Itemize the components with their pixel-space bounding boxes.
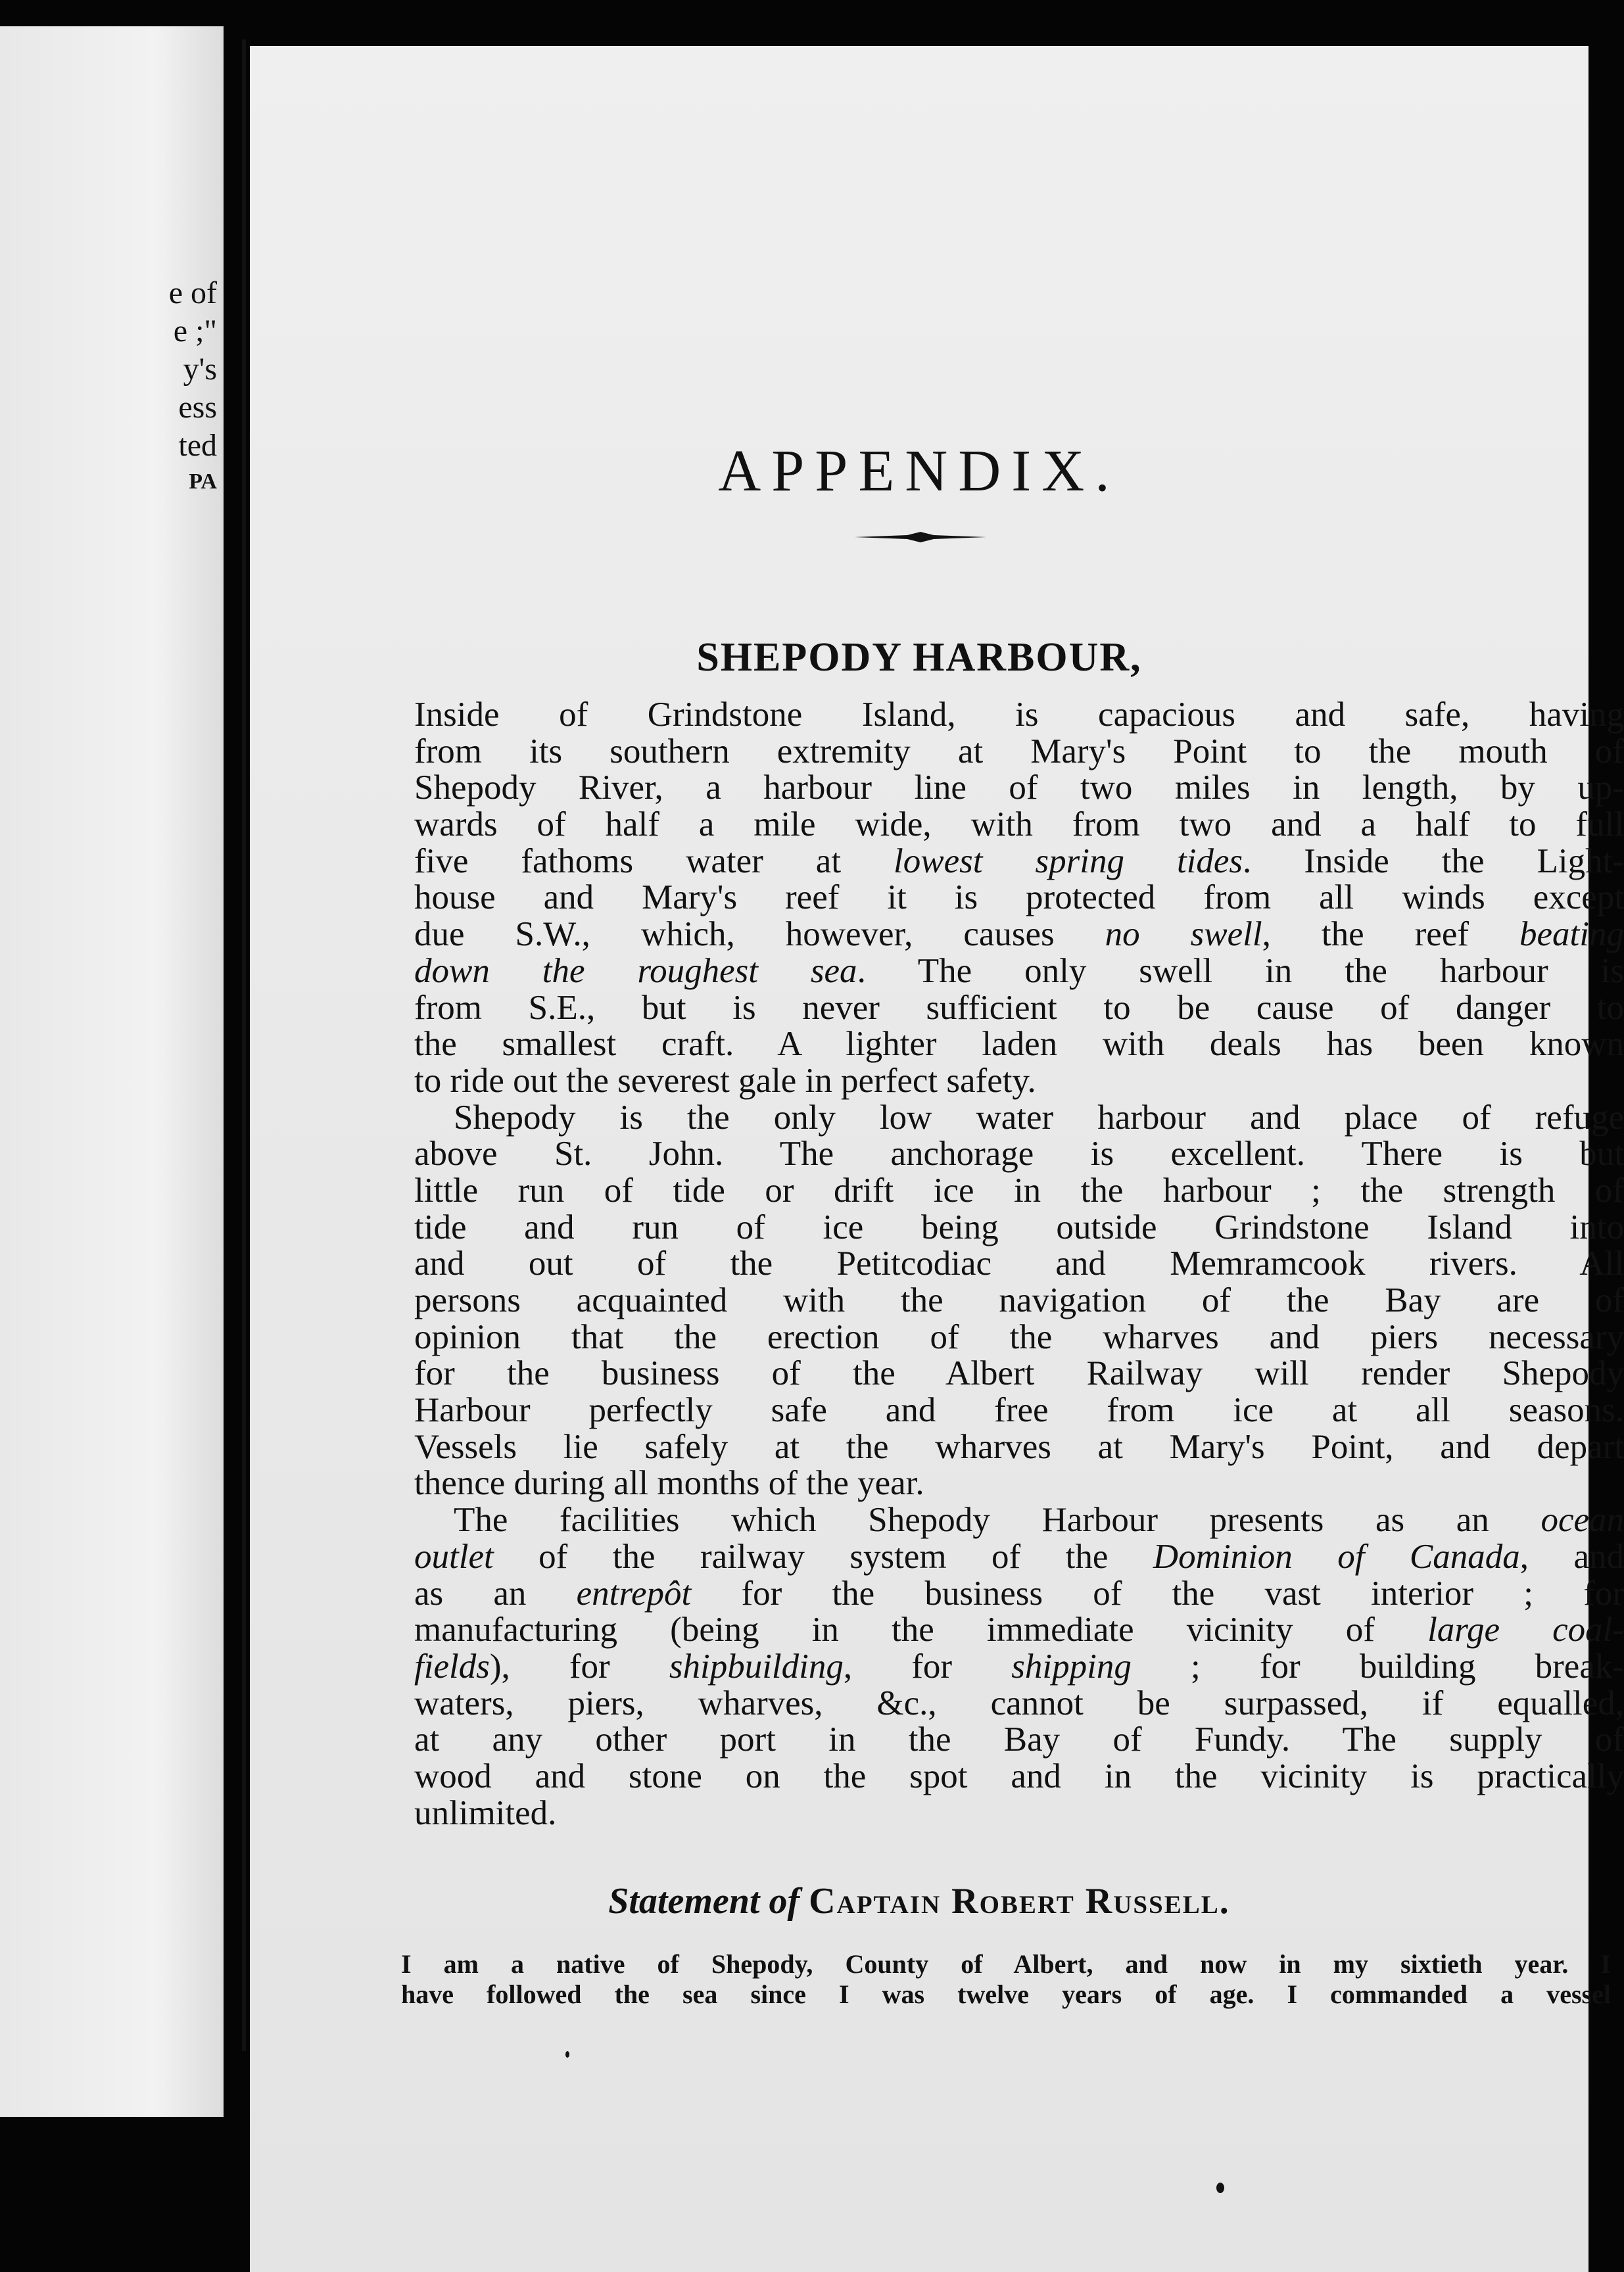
body-line: from S.E., but is never sufficient to be cause of danger to bbox=[414, 988, 1624, 1027]
ornamental-rule bbox=[855, 529, 986, 545]
body-line: unlimited. bbox=[414, 1793, 557, 1832]
body-line: for the business of the Albert Railway will render Shepody bbox=[414, 1354, 1624, 1393]
body-line: house and Mary's reef it is protected from all winds except bbox=[414, 878, 1624, 917]
body-line: due S.W., which, however, causes no swell, the reef beating bbox=[414, 915, 1624, 954]
statement-title bbox=[250, 1880, 1588, 1922]
statement-text bbox=[401, 1949, 1611, 2010]
left-page-fragment: ess bbox=[178, 390, 217, 425]
page bbox=[250, 46, 1624, 2272]
body-line: opinion that the erection of the wharves and piers necessary bbox=[414, 1317, 1624, 1356]
gutter-line bbox=[242, 39, 246, 2051]
body-line: persons acquainted with the navigation of the Bay are of bbox=[414, 1281, 1624, 1319]
body-line: thence during all months of the year. bbox=[414, 1464, 924, 1503]
body-line: Harbour perfectly safe and free from ice at all seasons. bbox=[414, 1391, 1624, 1430]
body-line: Shepody River, a harbour line of two miles in length, by up- bbox=[414, 769, 1624, 807]
body-line: and out of the Petitcodiac and Memramcook rivers. All bbox=[414, 1244, 1624, 1283]
body-line: manufacturing (being in the immediate vicinity of large coal- bbox=[414, 1611, 1624, 1649]
left-page-fragment: y's bbox=[183, 352, 217, 387]
body-line: from its southern extremity at Mary's Point to the mouth of bbox=[414, 732, 1624, 770]
print-speck bbox=[565, 2051, 569, 2058]
left-page-fragment: e of bbox=[168, 275, 217, 310]
body-line: Inside of Grindstone Island, is capacious and safe, having bbox=[414, 696, 1624, 734]
body-line: fields), for shipbuilding, for shipping ; for building break- bbox=[414, 1647, 1624, 1686]
statement-line: have followed the sea since I was twelve years of age. I commanded a vessel bbox=[401, 1979, 1611, 2009]
body-line: Shepody is the only low water harbour and place of refuge bbox=[454, 1098, 1624, 1137]
body-line: little run of tide or drift ice in the harbour ; the strength of bbox=[414, 1171, 1624, 1210]
appendix-heading: APPENDIX. bbox=[718, 438, 1120, 504]
section-title: SHEPODY HARBOUR, bbox=[696, 635, 1142, 680]
body-line: outlet of the railway system of the Dominion of Canada, and bbox=[414, 1537, 1624, 1576]
body-line: as an entrepôt for the business of the vast interior ; for bbox=[414, 1574, 1624, 1613]
paragraphs bbox=[414, 697, 1624, 1832]
print-speck bbox=[1216, 2183, 1224, 2193]
body-line: wards of half a mile wide, with from two and a half to full bbox=[414, 805, 1624, 844]
body-line: wood and stone on the spot and in the vicinity is practically bbox=[414, 1757, 1624, 1795]
statement-prefix: Statement of bbox=[608, 1881, 800, 1922]
statement-name: Captain Robert Russell. bbox=[809, 1881, 1230, 1922]
left-page-sliver bbox=[0, 26, 224, 2117]
left-page-fragment: e ;" bbox=[173, 314, 217, 348]
statement-line: I am a native of Shepody, County of Albert, and now in my sixtieth year. I bbox=[401, 1949, 1611, 1979]
body-text bbox=[414, 697, 1624, 1832]
body-line: to ride out the severest gale in perfect safety. bbox=[414, 1061, 1036, 1100]
body-line: tide and run of ice being outside Grindstone Island into bbox=[414, 1208, 1624, 1246]
body-line: the smallest craft. A lighter laden with deals has been known bbox=[414, 1025, 1624, 1064]
body-line: at any other port in the Bay of Fundy. The supply of bbox=[414, 1720, 1624, 1759]
body-line: Vessels lie safely at the wharves at Mary's Point, and depart bbox=[414, 1427, 1624, 1466]
body-line: waters, piers, wharves, &c., cannot be surpassed, if equalled, bbox=[414, 1684, 1624, 1722]
body-line: above St. John. The anchorage is excellent. There is but bbox=[414, 1135, 1624, 1173]
body-line: The facilities which Shepody Harbour presents as an ocean bbox=[454, 1501, 1624, 1540]
body-line: five fathoms water at lowest spring tides. Inside the Light- bbox=[414, 841, 1624, 880]
left-page-fragment: ted bbox=[178, 428, 217, 463]
left-page-fragment: PA bbox=[189, 469, 217, 494]
body-line: down the roughest sea. The only swell in the harbour is bbox=[414, 951, 1624, 990]
